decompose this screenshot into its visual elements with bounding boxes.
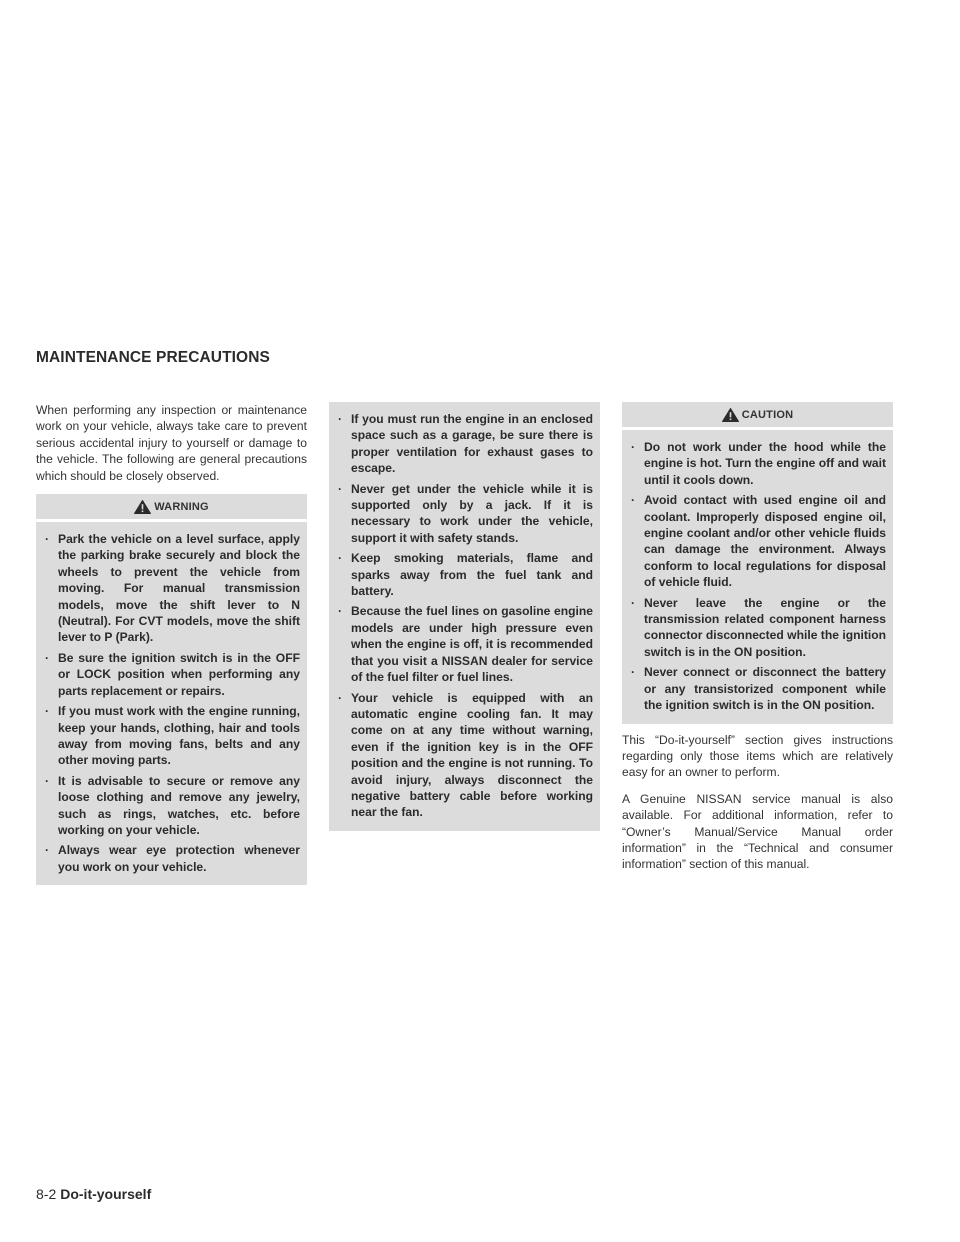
caution-item: · Do not work under the hood while the engine is hot. Turn the engine off and wait until it cools down. — [631, 440, 886, 487]
footer-section-title: Do-it-yourself — [60, 1186, 152, 1202]
caution-triangle-icon — [722, 408, 739, 422]
bullet-mark: · — [631, 493, 636, 508]
warning-header — [36, 494, 307, 519]
intro-paragraph: When performing any inspection or maintenance work on your vehicle, always take care to prevent serious accidental injury to yourself or damage to the vehicle. The following are general precautions which should be closely observed. — [36, 403, 307, 483]
caution-item: · Avoid contact with used engine oil and coolant. Improperly disposed engine oil, engine coolant and/or other vehicle fluids can damage the environment. Always conform to local regulations for disposal of vehicle fluid. — [631, 493, 886, 590]
warning-triangle-icon — [134, 500, 151, 514]
warning-item: · Keep smoking materials, flame and sparks away from the fuel tank and battery. — [338, 551, 593, 599]
caution-body — [622, 430, 893, 724]
column-1 — [36, 402, 307, 885]
caution-item: · Never connect or disconnect the battery or any transistorized component while the ignition switch is in the ON position. — [631, 665, 886, 713]
bullet-mark: · — [631, 440, 636, 454]
bullet-mark: · — [338, 551, 343, 566]
warning-item: · Be sure the ignition switch is in the OFF or LOCK position when performing any parts replacement or repairs. — [45, 650, 300, 698]
warning-item: · Park the vehicle on a level surface, apply the parking brake securely and block the wheels to prevent the vehicle from moving. For manual transmission models, move the shift lever to N (Neutral). For CVT models, move the shift lever to P (Park). — [45, 532, 300, 645]
warning-item: · If you must run the engine in an enclosed space such as a garage, be sure there is proper ventilation for exhaust gases to escape. — [338, 412, 593, 476]
bullet-mark: · — [338, 481, 343, 496]
warning-item: · Your vehicle is equipped with an automatic engine cooling fan. It may come on at any time without warning, even if the ignition key is in the OFF position and the engine is not running. To avoid injury, always disconnect the negative battery cable before working near the fan. — [338, 690, 593, 820]
warning-item: · Never get under the vehicle while it is supported only by a jack. If it is necessary to work under the vehicle, support it with safety stands. — [338, 481, 593, 545]
bullet-mark: · — [45, 843, 50, 858]
bullet-mark: · — [45, 532, 50, 547]
warning-item: · It is advisable to secure or remove any loose clothing and remove any jewelry, such as rings, watches, etc. before working on your vehicle. — [45, 773, 300, 837]
warning-label: WARNING — [154, 500, 209, 513]
bullet-mark: · — [338, 412, 343, 426]
bullet-mark: · — [45, 704, 50, 719]
closing-paragraph: This “Do-it-yourself” section gives instructions regarding only those items which are relatively easy for an owner to perform. — [622, 732, 893, 780]
bullet-mark: · — [631, 665, 636, 680]
caution-header — [622, 402, 893, 427]
column-3 — [622, 402, 893, 883]
section-heading: MAINTENANCE PRECAUTIONS — [36, 349, 270, 366]
column-2 — [329, 402, 600, 831]
caution-label: CAUTION — [741, 408, 794, 421]
bullet-mark: · — [631, 595, 636, 610]
bullet-mark: · — [45, 650, 50, 665]
bullet-mark: · — [338, 690, 343, 705]
warning-body — [36, 522, 307, 885]
warning-item: · Always wear eye protection whenever you work on your vehicle. — [45, 843, 300, 874]
warning-body-continued — [329, 402, 600, 831]
warning-box — [36, 494, 307, 885]
page-footer — [36, 1186, 151, 1202]
bullet-mark: · — [338, 604, 343, 619]
caution-item: · Never leave the engine or the transmission related component harness connector disconnected while the ignition switch is in the ON position. — [631, 595, 886, 659]
closing-paragraph: A Genuine NISSAN service manual is also available. For additional information, refer to “Owner’s Manual/Service Manual order information” in the “Technical and consumer information” section of this manual. — [622, 791, 893, 872]
warning-item: · If you must work with the engine running, keep your hands, clothing, hair and tools away from moving fans, belts and any other moving parts. — [45, 704, 300, 768]
bullet-mark: · — [45, 773, 50, 788]
page-number: 8-2 — [36, 1186, 57, 1202]
caution-box — [622, 402, 893, 724]
warning-item: · Because the fuel lines on gasoline engine models are under high pressure even when the engine is off, it is recommended that you visit a NISSAN dealer for service of the fuel filter or fuel lines. — [338, 604, 593, 685]
